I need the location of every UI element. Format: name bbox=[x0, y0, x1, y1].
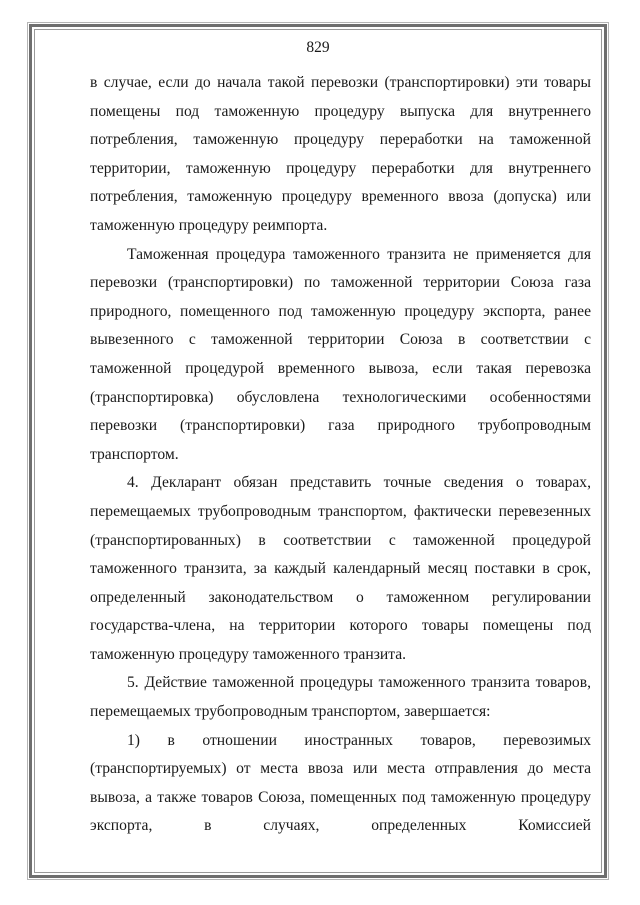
paragraph-transit-exception: Таможенная процедура таможенного транзита не применяется для перевозки (транспортировки) по таможенной территории Союза газа природного, помещенного под таможенную процедуру экспорта, ранее вывезенного с таможенной территории Союза в соответствии с таможенной процедурой временного вывоза, если такая перевозка (транспортировка) обусловлена технологическими особенностями перевозки (транспортировки) газа природного трубопроводным транспортом. bbox=[90, 245, 591, 463]
paragraph-item-4: 4. Декларант обязан представить точные сведения о товарах, перемещаемых трубопроводным транспортом, фактически перевезенных (транспортированных) в соответствии с таможенной процедурой таможенного транзита, за каждый календарный месяц поставки в срок, определенный законодательством о таможенном регулировании государства-члена, на территории которого товары помещены под таможенную процедуру таможенного транзита. bbox=[90, 474, 591, 663]
page-number: 829 bbox=[306, 39, 330, 56]
paragraph-continuation: в случае, если до начала такой перевозки (транспортировки) эти товары помещены под таможенную процедуру выпуска для внутреннего потребления, таможенную процедуру переработки на таможенной территории, таможенную процедуру переработки для внутреннего потребления, таможенную процедуру временного ввоза (допуска) или таможенную процедуру реимпорта. bbox=[90, 74, 591, 234]
paragraph-item-5: 5. Действие таможенной процедуры таможенного транзита товаров, перемещаемых трубопроводным транспортом, завершается: bbox=[90, 674, 591, 721]
page-frame bbox=[29, 24, 607, 878]
paragraph-subitem-1: 1) в отношении иностранных товаров, перевозимых (транспортируемых) от места ввоза или места отправления до места вывоза, а также товаров Союза, помещенных под таможенную процедуру экспорта, в случаях, определенных Комиссией bbox=[90, 731, 591, 835]
document-body bbox=[90, 69, 591, 841]
